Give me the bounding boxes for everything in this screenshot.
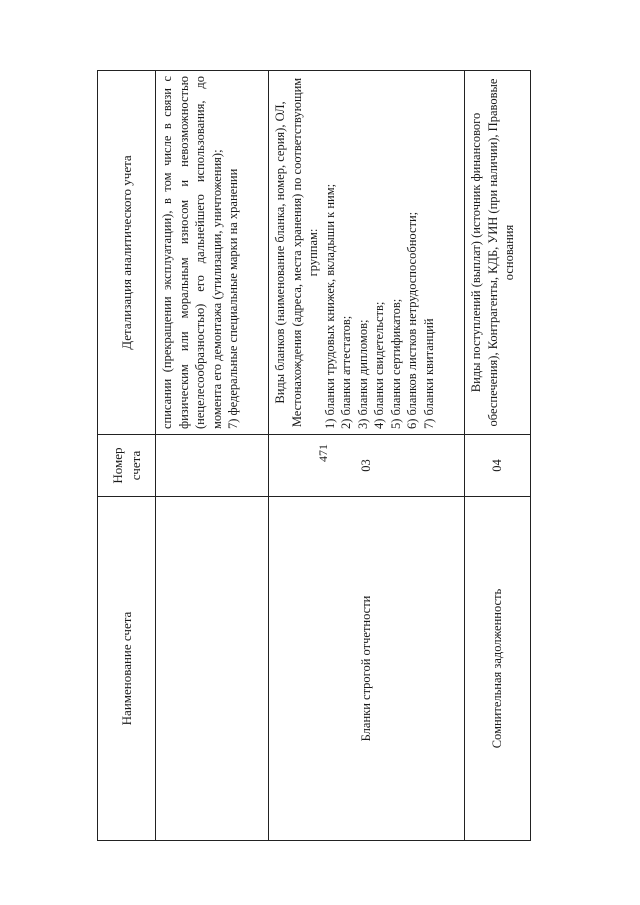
detail-list-item: 1) бланки трудовых книжек, вкладыши к ним; [322,183,337,429]
detail-list-item: 2) бланки аттестатов; [339,315,353,429]
accounts-table-container [97,71,530,841]
detail-text: 7) федеральные специальные марки на хранении [226,168,240,429]
row-2-number: 03 [269,435,465,497]
row-2-name: Бланки строгой отчетности [269,497,465,841]
detail-list-item: 6) бланков листков нетрудоспособности; [405,211,419,429]
row-3-name: Сомнительная задолженность [465,497,531,841]
detail-list-item: 4) бланки свидетельств; [372,301,386,429]
accounts-table [97,70,531,841]
table-row [465,71,531,841]
row-3-number: 04 [465,435,531,497]
page-number: 471 [316,444,330,462]
detail-text: списании (прекращении эксплуатации), в том числе в связи с физическим или моральным износом и невозможностью (нецелесообразностью) его дальнейшего использования, до момента его демонтажа (утилизации, уничтожения); [160,76,224,429]
detail-list-item: 5) бланки сертификатов; [388,298,403,429]
accounts-table-rotated [97,71,530,841]
table-row [269,71,465,841]
row-3-detail: Виды поступлений (выплат) (источник финансового обеспечения), Контрагенты, КДБ, УИН (при наличии), Правовые основания [465,71,531,435]
header-account-number: Номер счета [98,435,156,497]
row-1-detail [156,71,269,435]
row-1-number [156,435,269,497]
detail-intro: Виды бланков (наименование бланка, номер, серия), ОЛ, Местонахождения (адреса, места хранения) по соответствующим группам: [273,77,320,428]
header-analytics-detail: Детализация аналитического учета [98,71,156,435]
detail-list-item: 3) бланки дипломов; [355,319,370,429]
row-2-detail [269,71,465,435]
table-row [156,71,269,841]
detail-list-item: 7) бланки квитанций [421,318,436,429]
row-1-name [156,497,269,841]
table-header-row [98,71,156,841]
header-account-name: Наименование счета [98,497,156,841]
